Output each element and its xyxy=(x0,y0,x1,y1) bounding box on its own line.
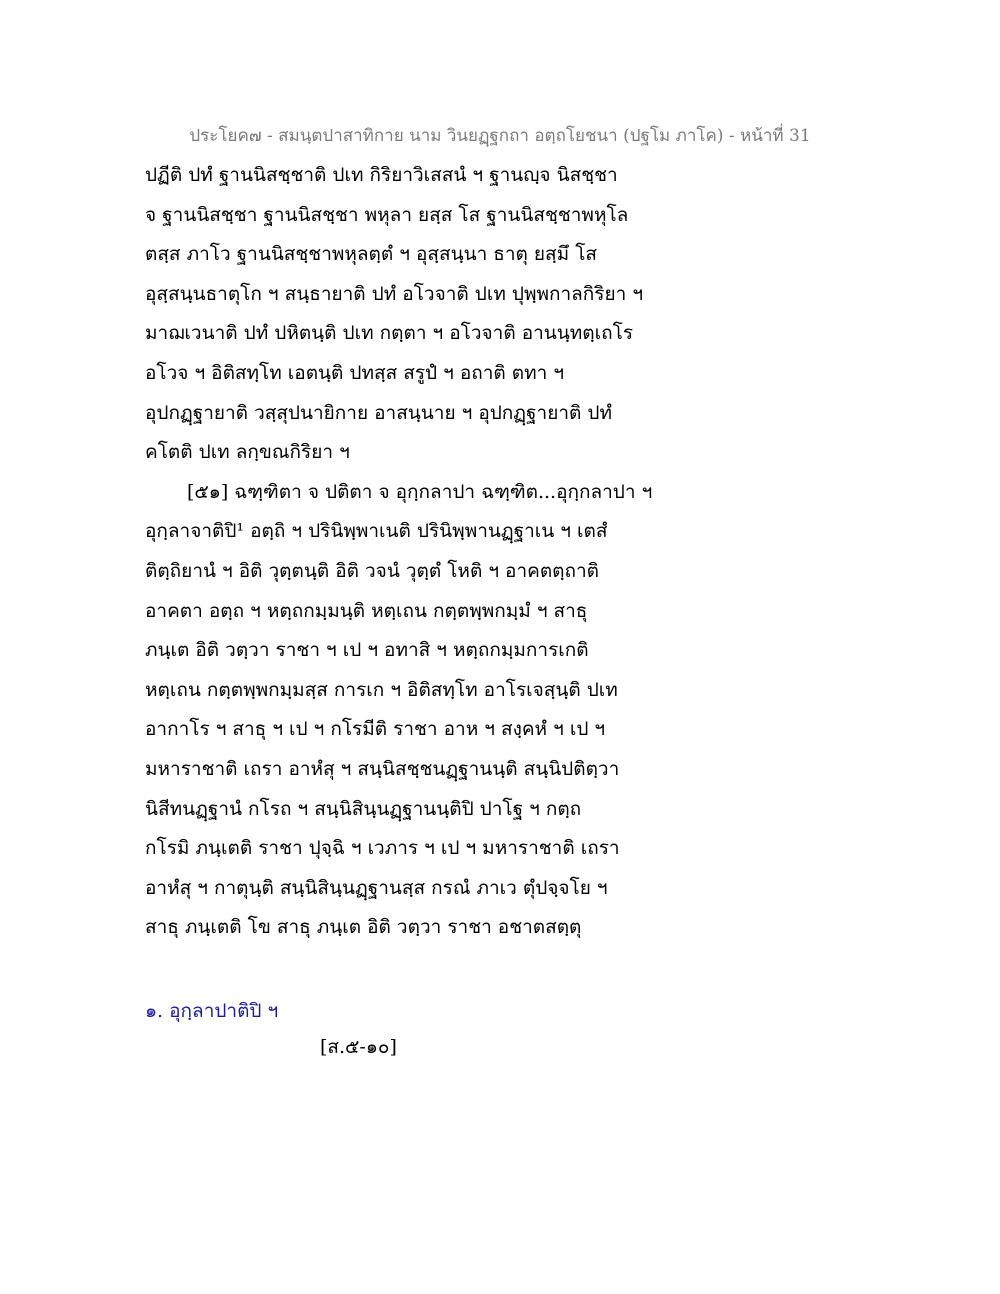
text-line: อโวจ ฯ อิติสทฺโท เอตนฺติ ปทสฺส สรูปํ ฯ อถาติ ตทา ฯ xyxy=(145,361,565,384)
header-text: ประโยค๗ - สมนฺตปาสาทิกาย นาม วินยฏฺฐกถา อตฺถโยชนา (ปฐโม ภาโค) - หน้าที่ 31 xyxy=(189,126,811,146)
text-line: กโรมิ ภนฺเตติ ราชา ปุจฺฉิ ฯ เวภาร ฯ เป ฯ มหาราชาติ เถรา xyxy=(145,837,620,860)
text-line: มาฌเวนาติ ปทํ ปหิตนฺติ ปเท กตฺตา ฯ อโวจาติ อานนฺทตฺเถโร xyxy=(145,322,634,345)
text-line: ตสฺส ภาโว ฐานนิสชฺชาพหุลตฺตํ ฯ อุสฺสนฺนา ธาตุ ยสฺมึ โส xyxy=(145,243,598,266)
text-line: อุปกฏฺฐายาติ วสฺสุปนายิกาย อาสนฺนาย ฯ อุปกฏฺฐายาติ ปทํ xyxy=(145,401,612,424)
text-line: ปฏีติ ปทํ ฐานนิสชฺชาติ ปเท กิริยาวิเสสนํ ฯ ฐานญฺจ นิสชฺชา xyxy=(145,164,618,186)
text-line: อาหํสุ ฯ กาตุนฺติ สนฺนิสินฺนฏฺฐานสฺส กรณํ ภาเว ตุํปจฺจโย ฯ xyxy=(145,876,608,899)
text-line: อุกฺลาจาติปิ¹ อตฺถิ ฯ ปรินิพฺพาเนติ ปรินิพฺพานฏฺฐาเน ฯ เตสํ xyxy=(145,520,608,543)
body-text xyxy=(145,160,865,952)
text-line: มหาราชาติ เถรา อาหํสุ ฯ สนฺนิสชฺชนฏฺฐานนฺติ สนฺนิปติตฺวา xyxy=(145,757,620,780)
text-line: ภนฺเต อิติ วตฺวา ราชา ฯ เป ฯ อทาสิ ฯ หตฺถกมฺมการเกติ xyxy=(145,639,589,662)
text-line: อากาโร ฯ สาธุ ฯ เป ฯ กโรมีติ ราชา อาห ฯ สงฺคหํ ฯ เป ฯ xyxy=(145,718,606,741)
page-header xyxy=(0,122,1000,149)
footnote: ๑. อุกฺลาปาติปิ ฯ xyxy=(145,1000,279,1022)
page-reference: [ส.๕-๑๐] xyxy=(320,1036,397,1058)
text-line: คโตติ ปเท ลกฺขณกิริยา ฯ xyxy=(145,441,350,464)
text-line: จ ฐานนิสชฺชา ฐานนิสชฺชา พหุลา ยสฺส โส ฐานนิสชฺชาพหุโล xyxy=(145,203,629,226)
text-line: อุสฺสนฺนธาตุโก ฯ สนฺธายาติ ปทํ อโวจาติ ปเท ปุพฺพกาลกิริยา ฯ xyxy=(145,282,644,305)
text-line: หตฺเถน กตฺตพฺพกมฺมสฺส การเก ฯ อิติสทฺโท อาโรเจสฺนฺติ ปเท xyxy=(145,678,618,701)
text-line: อาคตา อตฺถ ฯ หตฺถกมฺมนฺติ หตฺเถน กตฺตพฺพกมฺมํ ฯ สาธุ xyxy=(145,599,588,622)
text-line: สาธุ ภนฺเตติ โข สาธุ ภนฺเต อิติ วตฺวา ราชา อชาตสตฺตุ xyxy=(145,916,582,939)
text-line: นิสีทนฏฺฐานํ กโรถ ฯ สนฺนิสินฺนฏฺฐานนฺติปิ ปาโฐ ฯ กตฺถ xyxy=(145,797,582,820)
text-line: ติตฺถิยานํ ฯ อิติ วุตฺตนฺติ อิติ วจนํ วุตฺตํ โหติ ฯ อาคตตฺถาติ xyxy=(145,559,600,582)
paragraph-start-line: [๕๑] ฉฑฺฑิตา จ ปติตา จ อุกฺกลาปา ฉฑฺฑิต...อุกฺกลาปา ฯ xyxy=(187,480,653,503)
